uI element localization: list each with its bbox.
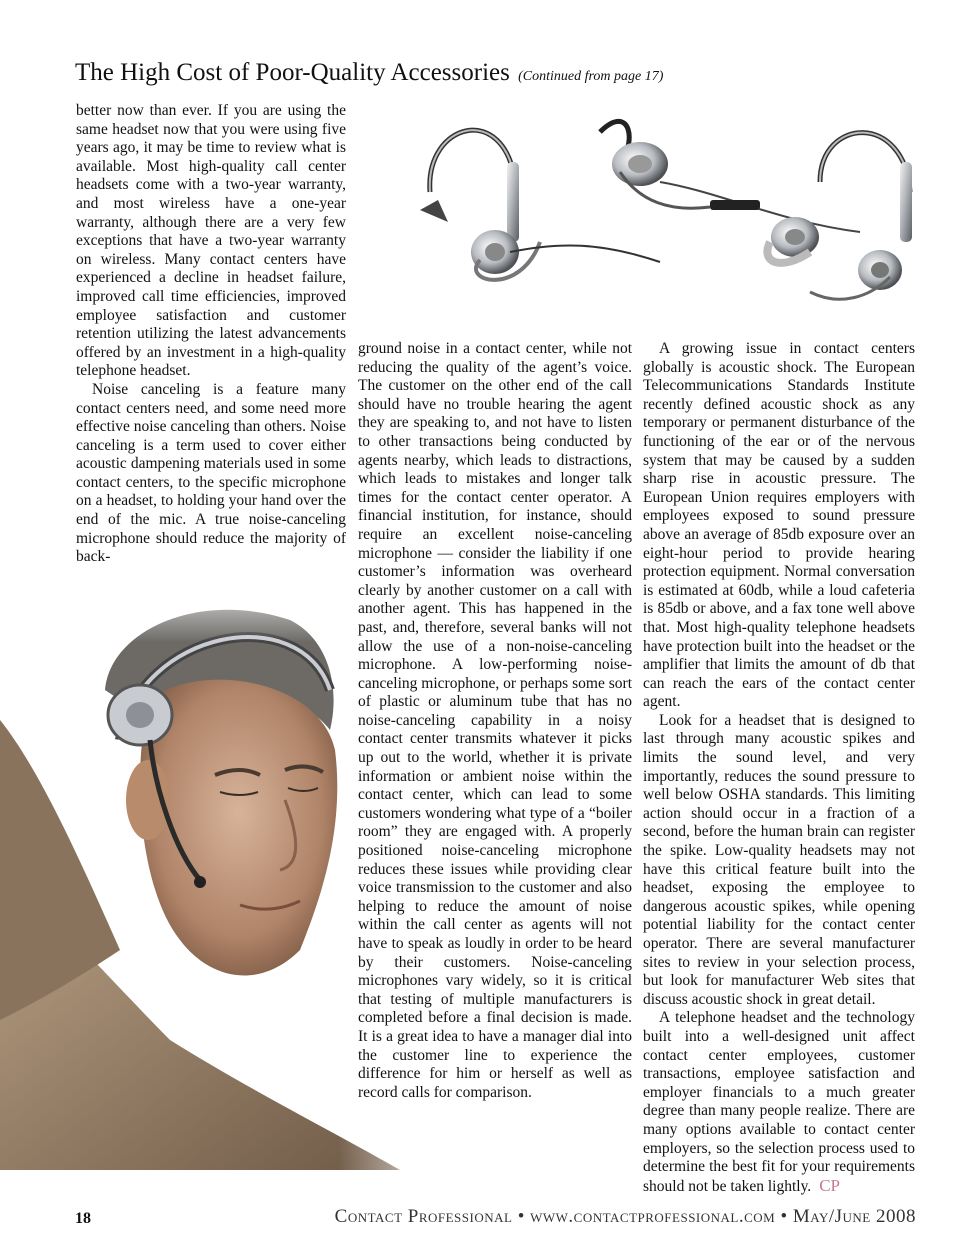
paragraph: A growing issue in contact centers globally is acoustic shock. The European Telecommunications Standards Institute recently defined acoustic shock as any temporary or permanent disturbance of the functioning of the ear or of the nervous system that may be caused by a sudden sharp rise in acoustic pressure. The European Union requires employers with employees exposed to sound pressure above an average of 85db exposure over an eight-hour period to provide hearing protection equipment. Normal conversation is estimated at 60db, while a loud cafeteria is 85db or above, and a fax tone well above that. Most high-quality telephone headsets have protection built into the headset or the amplifier that limits the amount of db that can reach the ears of the contact center agent.: [643, 340, 915, 711]
end-mark: CP: [819, 1175, 840, 1195]
paragraph: ground noise in a contact center, while not reducing the quality of the agent’s voice. The customer on the other end of the call should have no trouble hearing the agent they are speaking to, and not have to listen to other transactions being conducted by agents nearby, which leads to distractions, which leads to mistakes and longer talk times for the contact center operator. A financial institution, for instance, should require an excellent noise-canceling microphone — consider the liability if one customer’s information was overheard clearly by another customer on a call with another agent. This has happened in the past, and, therefore, several banks will not allow the use of a non-noise-canceling microphone. A low-performing noise-canceling microphone, or perhaps some sort of plastic or aluminum tube that has no noise-canceling capability in a noisy contact center transmits whatever it picks up out to the world, whether it is private information or ambient noise within the contact center, which can lead to some customers wondering what type of a “boiler room” they are engaged with. A properly positioned noise-canceling microphone reduces these issues while providing clear voice transmission to the customer and also helping to reduce the amount of noise within the call center as agents will not have to speak as loudly in order to be heard by their customers. Noise-canceling microphones vary widely, so it is critical that testing of multiple manufacturers is completed before a final decision is made. It is a great idea to have a manager dial into the customer line to experience the difference for him or herself as well as record calls for comparison.: [358, 340, 632, 1101]
paragraph: better now than ever. If you are using the same headset now that you were using five years ago, it may be time to review what is available. Most high-quality call center headsets come with a two-year warranty, and most wireless have a one-year warranty, although there are a very few exceptions that have a two-year warranty on wireless. Many contact centers have experienced a decline in headset failure, improved call time efficiencies, improved employee satisfaction and customer retention utilizing the latest advancements offered by an investment in a high-quality telephone headset.: [76, 102, 346, 380]
page-number: 18: [75, 1210, 91, 1227]
paragraph-final: [643, 1009, 915, 1196]
headset-products-image: [400, 92, 940, 332]
paragraph: Noise canceling is a feature many contact centers need, and some need more effective noise canceling than others. Noise canceling is a term used to cover either acoustic dampening materials used in some contact centers, to the specific microphone on a headset, to holding your hand over the end of the mic. A true noise-canceling microphone should reduce the majority of back-: [76, 380, 347, 566]
continued-note: (Continued from page 17): [518, 69, 664, 84]
article-headline: [75, 56, 875, 94]
text-column-1: [76, 102, 346, 567]
paragraph-text: A telephone headset and the technology built into a well-designed unit affect contact center employees, customer transactions, employee satisfaction and employer financials to a much greater degree than many people realize. There are many options available to contact center employers, so the selection process used to determine the best fit for your requirements should not be taken lightly.: [643, 1009, 915, 1195]
text-column-2: [358, 340, 632, 1102]
publication-footer: Contact Professional • www.contactprofessional.com • May/June 2008: [334, 1206, 916, 1227]
article-title: The High Cost of Poor-Quality Accessories: [75, 59, 510, 86]
paragraph: Look for a headset that is designed to last through many acoustic spikes and limits the sound level, and very importantly, reduces the sound pressure to well below OSHA standards. This limiting action should occur in a fraction of a second, before the human brain can register the spike. Low-quality headsets may not have this critical feature built into the headset, exposing the employee to dangerous acoustic spikes, while opening potential liability for the contact center operator. There are several manufacturer sites to review in your selection process, but look for manufacturer Web sites that discuss acoustic shock in great detail.: [643, 711, 915, 1008]
text-column-3: [643, 340, 915, 1196]
